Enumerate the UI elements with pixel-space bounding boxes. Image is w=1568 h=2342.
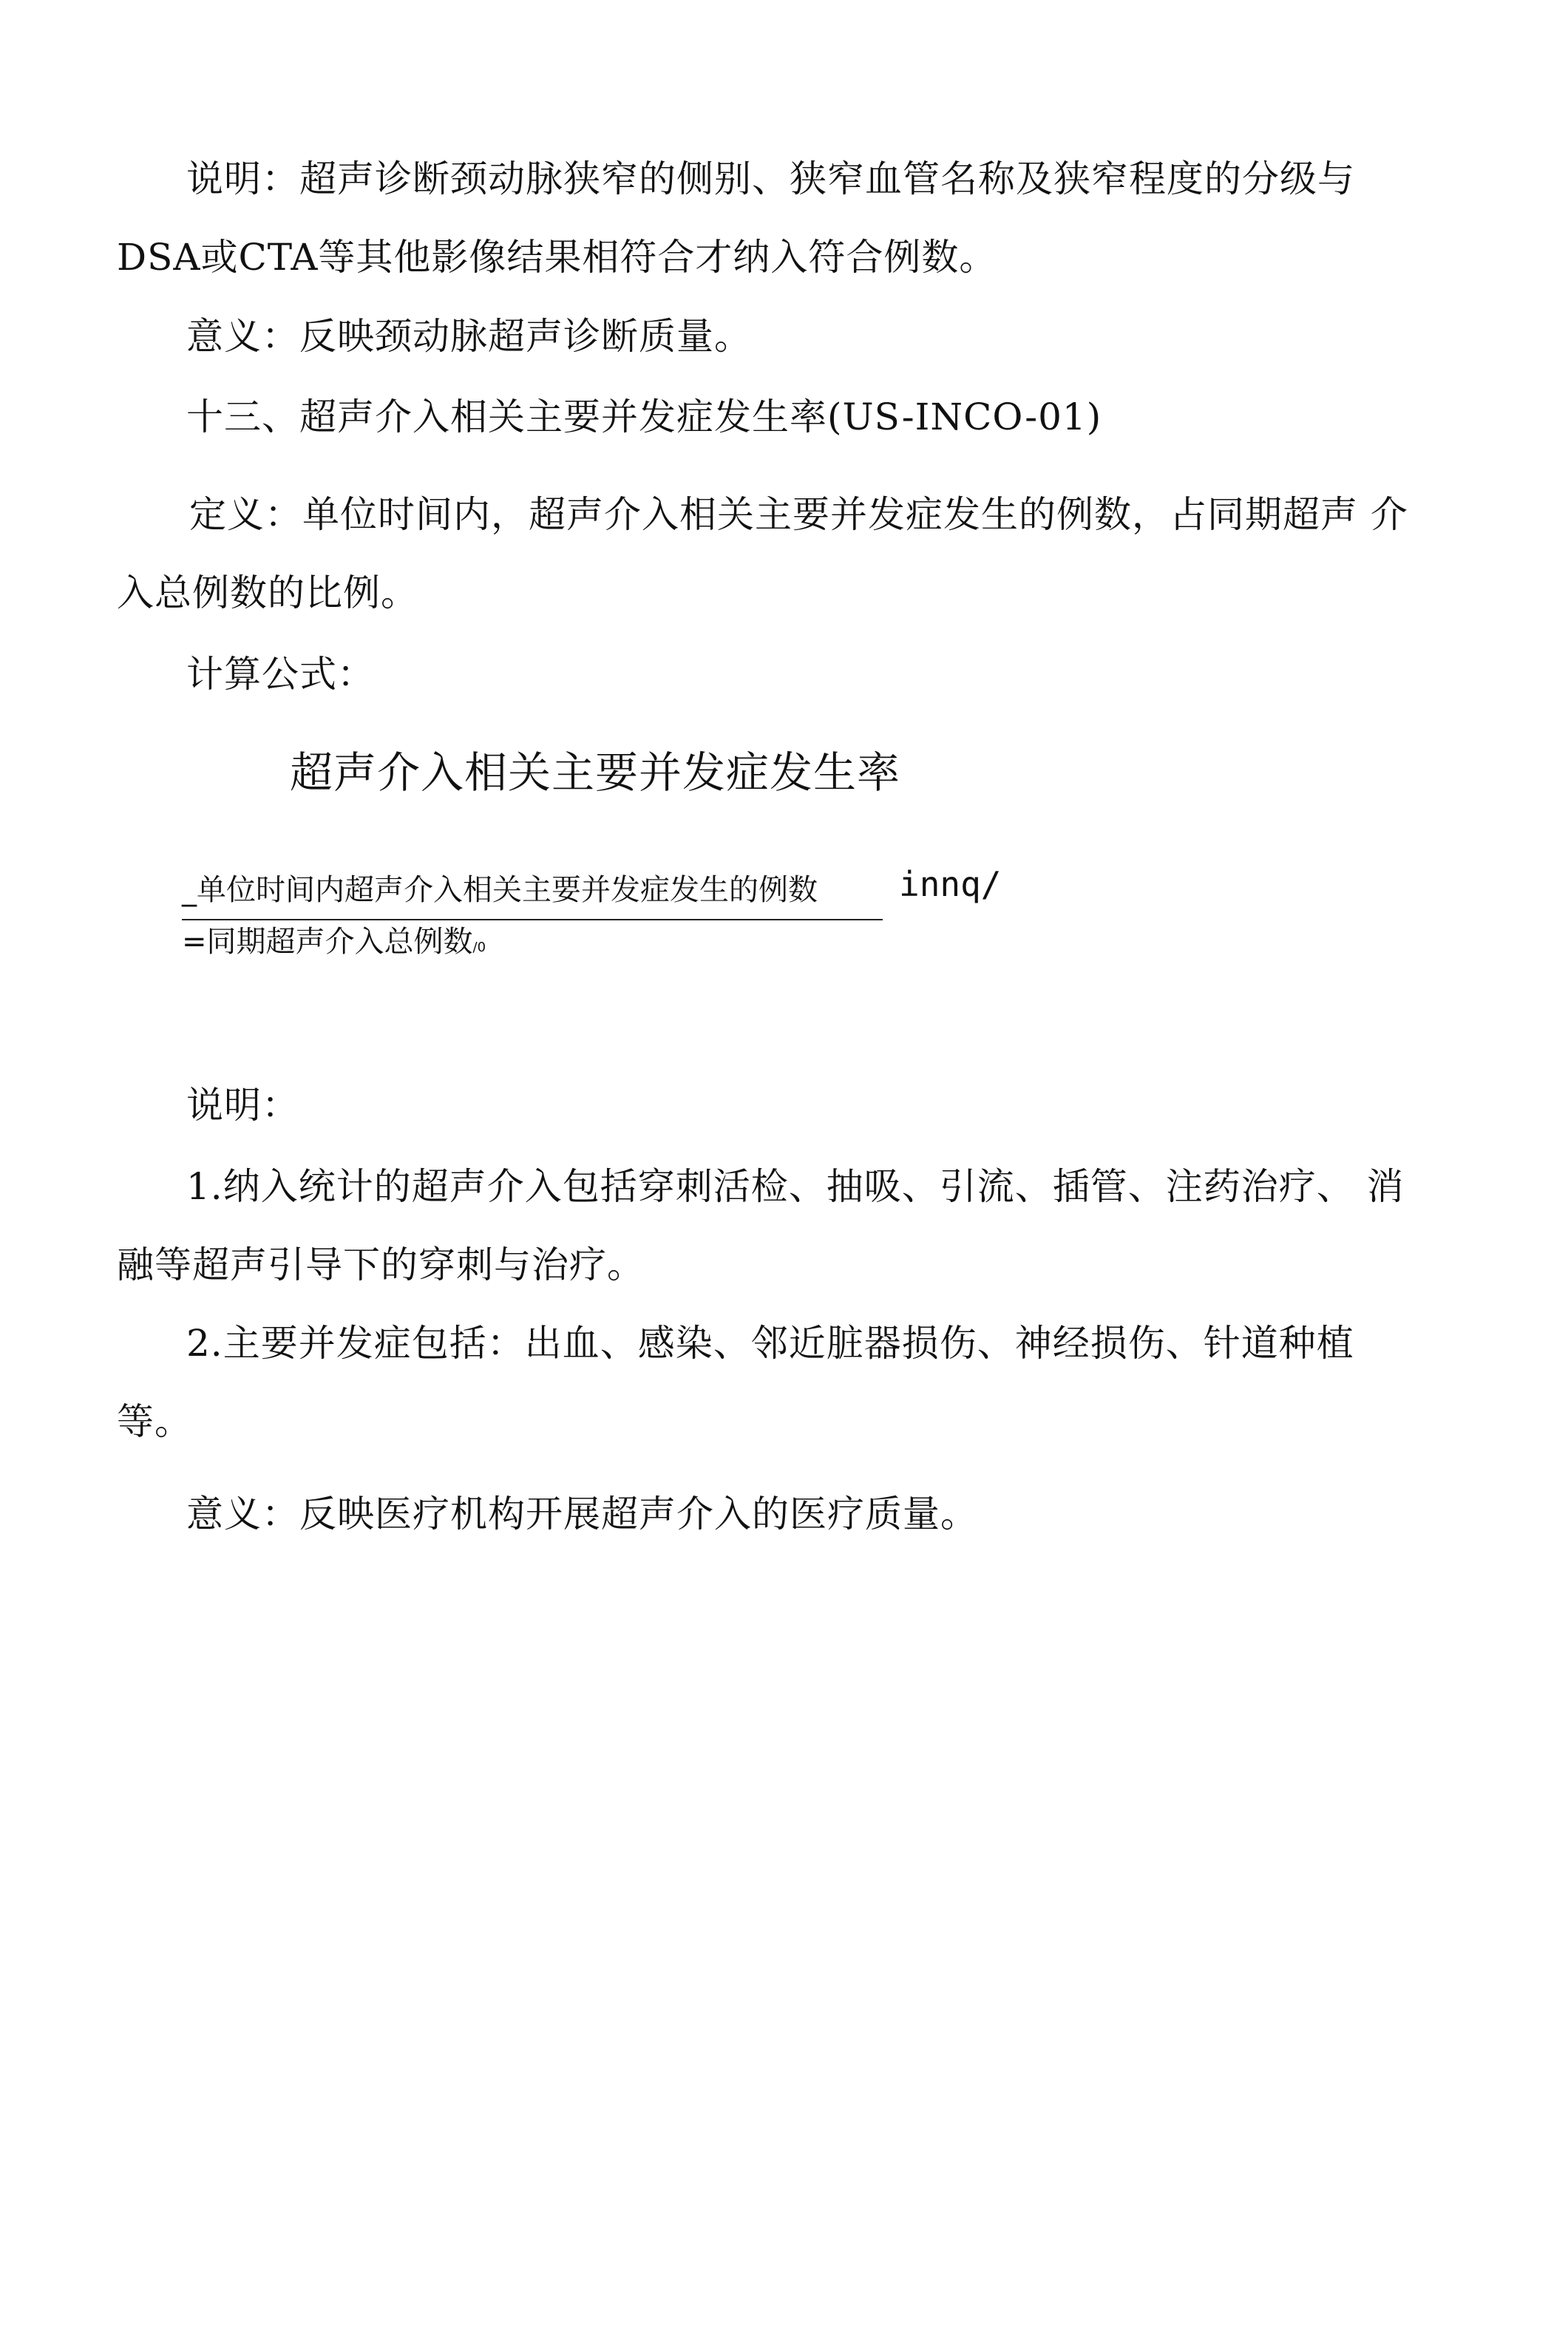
significance-line: 意义：反映医疗机构开展超声介入的医疗质量。	[186, 1493, 978, 1535]
formula-numerator: _单位时间内超声介入相关主要并发症发生的例数	[182, 873, 818, 907]
note-item-line: 2.主要并发症包括：出血、感染、邻近脏器损伤、神经损伤、针道种植	[186, 1322, 1354, 1365]
paragraph-line: 说明：超声诊断颈动脉狭窄的侧别、狭窄血管名称及狭窄程度的分级与	[186, 157, 1355, 200]
definition-line: 入总例数的比例。	[117, 571, 418, 614]
paragraph-line: DSA或CTA等其他影像结果相符合才纳入符合例数。	[117, 236, 997, 279]
significance-line: 意义：反映颈动脉超声诊断质量。	[186, 315, 752, 358]
formula-side-text: innq/	[899, 864, 1002, 904]
formula-denominator	[182, 923, 486, 967]
definition-line: 定义：单位时间内，超声介入相关主要并发症发生的例数，占同期超声 介	[189, 493, 1408, 536]
formula-title: 超声介入相关主要并发症发生率	[290, 747, 901, 798]
formula-label: 计算公式：	[186, 653, 375, 696]
note-item-line: 等。	[117, 1400, 192, 1443]
formula-denominator-text: =同期超声介入总例数	[182, 925, 473, 959]
formula-denominator-suffix: /0	[472, 940, 486, 955]
note-item-line: 1.纳入统计的超声介入包括穿刺活检、抽吸、引流、插管、注药治疗、 消	[186, 1165, 1405, 1208]
note-item-line: 融等超声引导下的穿刺与治疗。	[117, 1243, 645, 1286]
notes-heading: 说明：	[186, 1084, 299, 1127]
section-heading: 十三、超声介入相关主要并发症发生率(US-INCO-01)	[186, 396, 1102, 438]
fraction-bar	[182, 919, 883, 920]
